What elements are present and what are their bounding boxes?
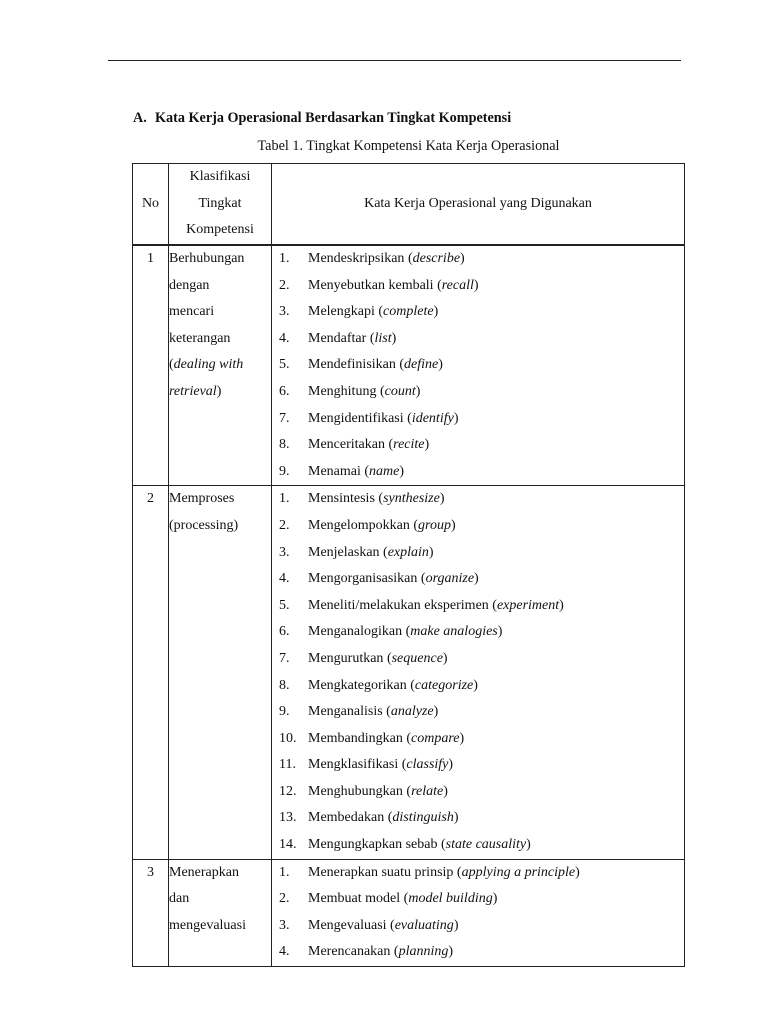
item-verb: Menamai (308, 463, 361, 479)
list-item: 6. Menganalogikan (make analogies) (279, 619, 684, 646)
verb-list (272, 486, 684, 858)
item-verb: Menganalisis (308, 704, 383, 720)
table-body (133, 245, 685, 967)
list-item: 3. Menjelaskan (explain) (279, 540, 684, 567)
item-number: 1. (279, 864, 290, 880)
classification-line (169, 352, 271, 379)
item-number: 11. (279, 757, 296, 773)
table-caption: Tabel 1. Tingkat Kompetensi Kata Kerja Operasional (257, 138, 560, 154)
header-classification-line: Kompetensi (186, 222, 254, 238)
item-verb: Mengungkapkan sebab (308, 837, 438, 853)
list-item: 8. Menceritakan (recite) (279, 432, 684, 459)
list-item: 11. Mengklasifikasi (classify) (279, 752, 684, 779)
item-verb: Mendefinisikan (308, 357, 396, 373)
list-item: 5. Mendefinisikan (define) (279, 352, 684, 379)
item-verb: Mengorganisasikan (308, 571, 418, 587)
item-verb: Meneliti/melakukan eksperimen (308, 597, 489, 613)
competency-table (132, 163, 685, 967)
item-english: relate (411, 783, 444, 799)
list-item: 9. Menganalisis (analyze) (279, 699, 684, 726)
classification-cell (169, 486, 272, 859)
item-number: 8. (279, 677, 290, 693)
item-english: name (369, 463, 400, 479)
item-verb: Merencanakan (308, 944, 391, 960)
item-verb: Mendeskripsikan (308, 251, 405, 266)
table-header-row (133, 164, 685, 246)
list-item: 5. Meneliti/melakukan eksperimen (experiment) (279, 593, 684, 620)
paren: ( (169, 357, 174, 373)
classification-line: dan (169, 891, 190, 907)
classification-line (169, 379, 271, 406)
list-item: 2. Mengelompokkan (group) (279, 513, 684, 540)
item-english: make analogies (410, 624, 498, 640)
list-item: 1. Mensintesis (synthesize) (279, 486, 684, 513)
header-classification (169, 164, 272, 246)
item-english: define (404, 357, 439, 373)
item-english: recall (441, 277, 474, 293)
paren: ) (216, 383, 222, 399)
item-english: classify (406, 757, 449, 773)
classification-line: mengevaluasi (169, 917, 246, 933)
section-title: Kata Kerja Operasional Berdasarkan Tingkat Kompetensi (155, 110, 512, 126)
list-item: 3. Melengkapi (complete) (279, 299, 684, 326)
list-item: 12. Menghubungkan (relate) (279, 779, 684, 806)
verbs-cell (272, 245, 685, 486)
item-verb: Mendaftar (308, 330, 367, 346)
row-number: 2 (133, 486, 169, 859)
classification-english: retrieval (169, 383, 217, 399)
list-item: 8. Mengkategorikan (categorize) (279, 673, 684, 700)
classification-cell (169, 245, 272, 486)
item-verb: Membedakan (308, 810, 385, 826)
item-verb: Menyebutkan kembali (308, 277, 434, 293)
item-english: compare (411, 730, 460, 746)
item-verb: Mengurutkan (308, 650, 384, 666)
row-number: 3 (133, 859, 169, 966)
item-verb: Menceritakan (308, 437, 385, 453)
classification-english: dealing with (173, 357, 244, 373)
item-verb: Mengelompokkan (308, 517, 410, 533)
table-row (133, 859, 685, 966)
list-item: 3. Mengevaluasi (evaluating) (279, 913, 684, 940)
item-number: 9. (279, 463, 290, 479)
item-english: organize (425, 571, 475, 587)
item-english: distinguish (392, 810, 454, 826)
item-english: evaluating (394, 917, 454, 933)
item-number: 10. (279, 730, 297, 746)
list-item: 7. Mengurutkan (sequence) (279, 646, 684, 673)
item-english: sequence (391, 650, 443, 666)
item-verb: Menerapkan suatu prinsip (308, 864, 454, 880)
item-english: identify (411, 410, 454, 426)
classification-line: Memproses (169, 491, 235, 507)
header-no: No (133, 164, 169, 246)
list-item: 14. Mengungkapkan sebab (state causality) (279, 832, 684, 859)
item-number: 12. (279, 783, 297, 799)
item-number: 4. (279, 330, 290, 346)
item-verb: Mengevaluasi (308, 917, 387, 933)
verbs-cell (272, 859, 685, 966)
item-verb: Mengkategorikan (308, 677, 407, 693)
table-row (133, 486, 685, 859)
header-classification-line: Tingkat (198, 195, 242, 211)
item-verb: Menghitung (308, 383, 377, 399)
item-verb: Melengkapi (308, 304, 379, 320)
row-number: 1 (133, 245, 169, 486)
item-number: 4. (279, 944, 290, 960)
item-number: 3. (279, 544, 290, 560)
item-verb: Mensintesis (308, 491, 375, 507)
list-item: 10. Membandingkan (compare) (279, 726, 684, 753)
item-verb: Membandingkan (308, 730, 403, 746)
item-english: planning (398, 944, 449, 960)
header-rule (108, 60, 681, 61)
list-item: 4. Merencanakan (planning) (279, 939, 684, 966)
verb-list (272, 246, 684, 485)
item-english: group (418, 517, 451, 533)
item-english: experiment (496, 597, 560, 613)
list-item: 1. Menerapkan suatu prinsip (applying a principle) (279, 860, 684, 887)
item-number: 3. (279, 917, 290, 933)
item-number: 5. (279, 597, 290, 613)
item-number: 4. (279, 571, 290, 587)
classification-line: (processing) (169, 517, 239, 533)
list-item: 4. Mendaftar (list) (279, 326, 684, 353)
list-item: 1. Mendeskripsikan (describe) (279, 246, 684, 273)
item-number: 14. (279, 837, 297, 853)
item-verb: Menjelaskan (308, 544, 380, 560)
header-classification-line: Klasifikasi (189, 169, 251, 185)
classification-line: Berhubungan (169, 251, 245, 266)
item-number: 2. (279, 517, 290, 533)
item-english: recite (393, 437, 425, 453)
item-english: categorize (414, 677, 474, 693)
item-english: list (374, 330, 392, 346)
item-number: 2. (279, 277, 290, 293)
section-heading (133, 108, 511, 128)
item-english: describe (412, 251, 461, 266)
item-number: 7. (279, 650, 290, 666)
list-item: 7. Mengidentifikasi (identify) (279, 406, 684, 433)
item-number: 5. (279, 357, 290, 373)
item-verb: Membuat model (308, 891, 401, 907)
list-item: 13. Membedakan (distinguish) (279, 805, 684, 832)
item-number: 1. (279, 491, 290, 507)
list-item: 2. Menyebutkan kembali (recall) (279, 273, 684, 300)
table-row (133, 245, 685, 486)
item-english: explain (387, 544, 429, 560)
item-verb: Mengklasifikasi (308, 757, 399, 773)
list-item: 2. Membuat model (model building) (279, 886, 684, 913)
item-english: count (384, 383, 416, 399)
item-number: 1. (279, 251, 290, 266)
item-number: 9. (279, 704, 290, 720)
item-english: synthesize (383, 491, 440, 507)
header-verbs: Kata Kerja Operasional yang Digunakan (272, 164, 685, 246)
item-number: 3. (279, 304, 290, 320)
list-item: 4. Mengorganisasikan (organize) (279, 566, 684, 593)
verbs-cell (272, 486, 685, 859)
item-number: 7. (279, 410, 290, 426)
item-number: 8. (279, 437, 290, 453)
item-english: model building (408, 891, 493, 907)
classification-line: dengan (169, 277, 210, 293)
item-english: state causality (445, 837, 527, 853)
item-verb: Menganalogikan (308, 624, 403, 640)
list-item: 6. Menghitung (count) (279, 379, 684, 406)
item-verb: Menghubungkan (308, 783, 403, 799)
item-number: 2. (279, 891, 290, 907)
item-verb: Mengidentifikasi (308, 410, 404, 426)
item-number: 13. (279, 810, 297, 826)
item-english: complete (383, 304, 434, 320)
section-number: A. (133, 110, 147, 126)
list-item: 9. Menamai (name) (279, 459, 684, 486)
item-number: 6. (279, 624, 290, 640)
item-number: 6. (279, 383, 290, 399)
item-english: analyze (390, 704, 434, 720)
classification-line: keterangan (169, 330, 231, 346)
verb-list (272, 860, 684, 966)
classification-line: mencari (169, 304, 215, 320)
classification-line: Menerapkan (169, 864, 239, 880)
item-english: applying a principle (461, 864, 576, 880)
classification-cell (169, 859, 272, 966)
